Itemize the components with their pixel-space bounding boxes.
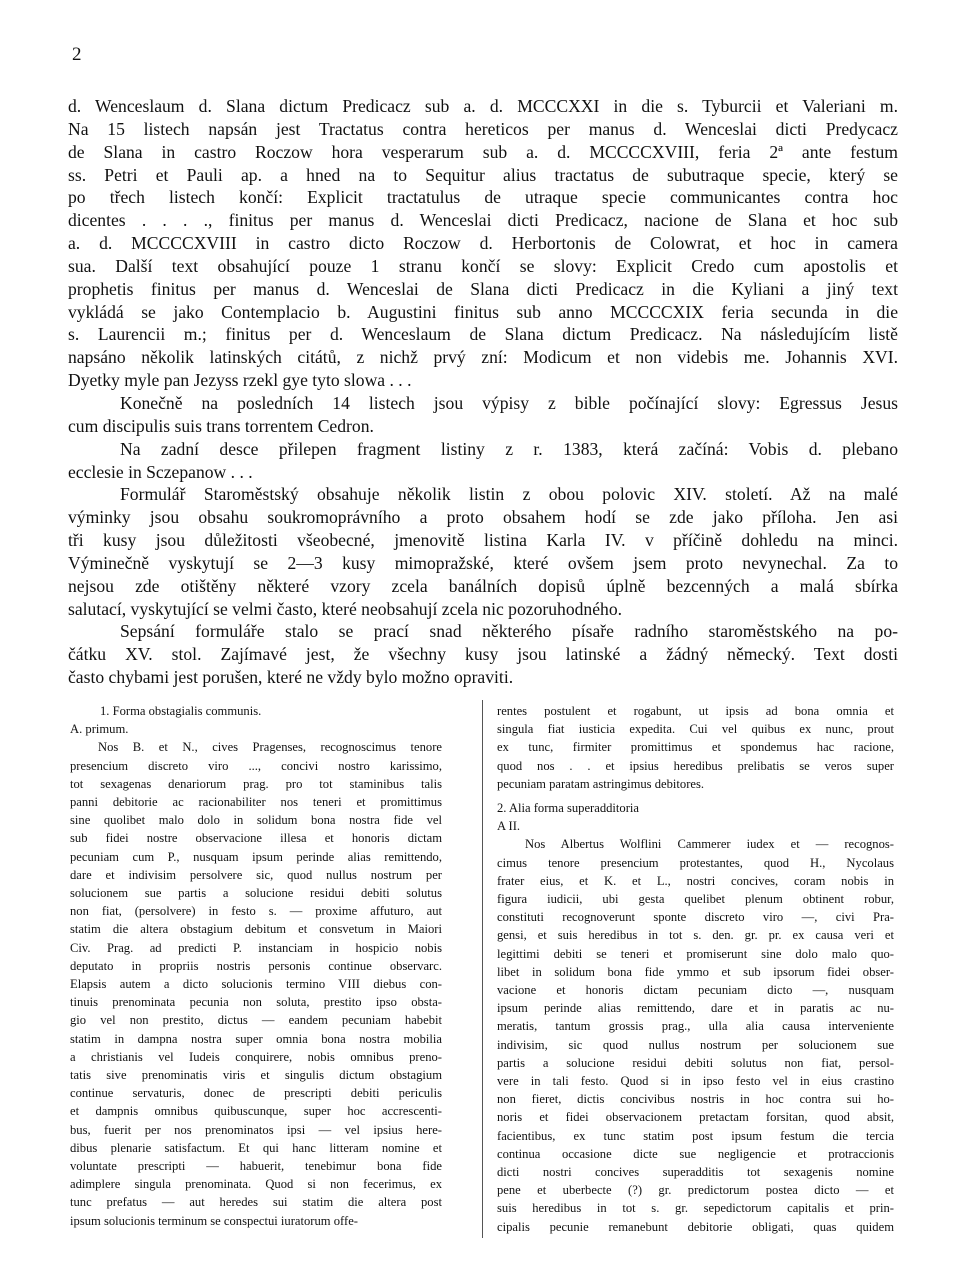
text-line: Na 15 listech napsán jest Tractatus contra hereticos per manus d. Wenceslai dicti Predycacz bbox=[68, 118, 898, 139]
text-line: ex tunc, firmiter promittimus et spondemus hac racione, bbox=[497, 740, 894, 755]
text-line: prophetis finitus per manus d. Wenceslai de Slana dicti Predicacz in die Kyliani a jiný text bbox=[68, 278, 898, 299]
paragraph bbox=[68, 438, 898, 484]
text-line: Elapsis autem a dicto solucionis termino VIII diebus con- bbox=[70, 977, 442, 992]
text-line: et dampnis omnibus quibuscunque, super hoc accrescenti- bbox=[70, 1104, 442, 1119]
text-line: vacione et honoris dictam pecuniam dicto —, nusquam bbox=[497, 983, 894, 998]
text-line: cum discipulis suis trans torrentem Cedron. bbox=[68, 415, 374, 436]
text-line: quod nos . . et ipsius heredibus prelibatis se veros super bbox=[497, 758, 894, 773]
text-line: continue servaturis, donec de prescripti debiti periculis bbox=[70, 1086, 442, 1101]
text-line: s. Laurencii m.; finitus per d. Wenceslaum de Slana dictum Predicacz. Na následujícím listě bbox=[68, 324, 898, 345]
text-line: vere in tali festo. Quod si in ipso festo vel in eius crastino bbox=[497, 1074, 894, 1089]
text-line: tunc prefatus — aut heredes sui statim die altera post bbox=[70, 1195, 442, 1210]
text-line: Civ. Prag. ad predicti P. instanciam in hospicio nobis bbox=[70, 940, 442, 955]
text-line: dicti nostri concives superadditis tot sexagenis nomine bbox=[497, 1165, 894, 1180]
text-line: legittimi debiti se teneri et promiserunt sine dolo malo quo- bbox=[497, 946, 894, 961]
section-subheading: A II. bbox=[497, 819, 521, 834]
text-line: ecclesie in Sczepanow . . . bbox=[68, 461, 253, 482]
text-line: tři kusy jsou důležitosti všeobecné, jmenovitě listina Karla IV. v příčině dohledu na minci. bbox=[68, 530, 898, 551]
paragraph bbox=[68, 95, 898, 392]
text-line: Výminečně vyskytují se 2—3 kusy mimopražské, které ovšem jsem proto nevynechal. Za to bbox=[68, 552, 898, 573]
text-line: dibus plenarie satisfactum. Et qui hanc litteram nomine et bbox=[70, 1140, 442, 1155]
text-line: panni debitorie ac racionabiliter nos teneri et promittimus bbox=[70, 795, 442, 810]
text-line: vykládá se jako Contemplacio b. Augustini finitus sub anno MCCCCXIX feria secunda in die bbox=[68, 301, 898, 322]
text-line: singula fiat iusticia expedita. Cui vel quibus ex nunc, prout bbox=[497, 722, 894, 737]
text-line: solucionem sue partis a solucione residui debiti solutus bbox=[70, 886, 442, 901]
text-line: cimus tenore presencium protestantes, quod H., Nycolaus bbox=[497, 855, 894, 870]
text-line: Formulář Staroměstský obsahuje několik listin z obou polovic XIV. století. Až na malé bbox=[120, 484, 898, 505]
text-line: tinuis prenominata pecunia non soluta, prestito ipso obsta- bbox=[70, 995, 442, 1010]
text-line: gio vel non prestito, dictus — eandem pecuniam habebit bbox=[70, 1013, 442, 1028]
text-line: constituti recognoverunt sponte discreto viro —, civi Pra- bbox=[497, 910, 894, 925]
text-line: a christianis vel Iudeis conquirere, nobis omnibus preno- bbox=[70, 1049, 442, 1064]
text-line: napsáno několik latinských citátů, z nichž prvý zní: Modicum et non videbis me. Johannis XVI. bbox=[68, 347, 898, 368]
text-line: tatis sive prenominatis viris et singulis dictum obstagium bbox=[70, 1068, 442, 1083]
section-heading: 1. Forma obstagialis communis. bbox=[100, 704, 262, 718]
text-line: non fieret, dictis concivibus nostris in hoc contra sui ho- bbox=[497, 1092, 894, 1107]
text-line: nejsou zde otištěny některé vzory zcela banálních dopisů úplně bezcenných a malá sbírka bbox=[68, 575, 898, 596]
text-line: často chybami jest porušen, které ne vždy bylo možno opraviti. bbox=[68, 667, 514, 688]
text-line: sine quolibet malo dolo in solidum bona nostra fide vel bbox=[70, 813, 442, 828]
main-text bbox=[68, 95, 898, 689]
text-line: bus, fuerit per nos prenominatos ipsi — vel ipsius here- bbox=[70, 1122, 442, 1137]
text-line: partis a solucione residui debiti solutus non fiat, persol- bbox=[497, 1055, 894, 1070]
text-line: a. d. MCCCCXVIII in castro dicto Roczow d. Herbortonis de Colowrat, et hoc in camera bbox=[68, 233, 898, 254]
text-line: voluntate prescripti — habuerit, tenebimur bona fide bbox=[70, 1159, 442, 1174]
text-line: frater eius, et K. et L., nostri concives, coram nobis in bbox=[497, 873, 894, 888]
text-line: ss. Petri et Pauli ap. a hned na to Sequitur alius tractatus de subutraque specie, který se bbox=[68, 164, 898, 185]
text-line: Dyetky myle pan Jezyss rzekl gye tyto slowa . . . bbox=[68, 370, 412, 391]
text-line: libet in solidum bona fide ymmo et sub ipsorum fidei obser- bbox=[497, 964, 894, 979]
paragraph bbox=[68, 620, 898, 689]
text-line: sub fidei nostre observacione illesa et honoris dictam bbox=[70, 831, 442, 846]
text-line: Sepsání formuláře stalo se prací snad některého písaře radního staroměstského na po- bbox=[120, 621, 898, 642]
text-line: výminky jsou obsahu soukromoprávního a proto obsahem hodí se zde jako příloha. Jen asi bbox=[68, 507, 898, 528]
text-line: pene et uberbecte (?) gr. predictorum postea dicto — et bbox=[497, 1183, 894, 1198]
text-line: d. Wenceslaum d. Slana dictum Predicacz sub a. d. MCCCXXI in die s. Tyburcii et Valeriani m. bbox=[68, 96, 898, 116]
text-line: presencium discreto viro ..., concivi nostro karissimo, bbox=[70, 758, 442, 773]
text-line: Nos Albertus Wolflini Cammerer iudex et — recognos- bbox=[525, 837, 894, 852]
text-line: meratis, tantum grossis prag., ulla alia causa interveniente bbox=[497, 1019, 894, 1034]
paragraph bbox=[68, 483, 898, 620]
text-line: suis heredibus in tot s. gr. sepedictorum capitalis et prin- bbox=[497, 1201, 894, 1216]
text-line: ipsum perinde alias remittendo, dare et in paratis ac nu- bbox=[497, 1001, 894, 1016]
section-subheading: A. primum. bbox=[70, 722, 129, 737]
text-line: Na zadní desce přilepen fragment listiny z r. 1383, která začíná: Vobis d. plebano bbox=[120, 438, 898, 459]
text-line: gensi, et suis heredibus in tot s. den. gr. pr. ex causa veri et bbox=[497, 928, 894, 943]
page-number: 2 bbox=[72, 44, 82, 65]
text-line: pecuniam cum P., nusquam ipsum perinde alias remittendo, bbox=[70, 849, 442, 864]
text-line: čátku XV. stol. Zajímavé jest, že všechny kusy jsou latinské a žádný německý. Text dosti bbox=[68, 644, 898, 665]
text-line: pecuniam paratam astringimus debitores. bbox=[497, 776, 705, 791]
text-line: ipsum solucionis terminum se conspectui iuratorum offe- bbox=[70, 1213, 358, 1228]
text-line: figura iudicii, ubi gesta quelibet plenum obtinent robur, bbox=[497, 892, 894, 907]
text-line: deputato in propriis nostris personis continue observarc. bbox=[70, 958, 442, 973]
text-line: statim in dampna nostra super omnia bona nostra mobilia bbox=[70, 1031, 442, 1046]
text-line: non fiat, (persolvere) in festo s. — proxime affuturo, aut bbox=[70, 904, 442, 919]
text-line: continua occasione dicte sue negligencie et protraccionis bbox=[497, 1146, 894, 1161]
text-line: facientibus, ex tunc statim post ipsum festum die tercia bbox=[497, 1128, 894, 1143]
text-line: dicentes . . . ., finitus per manus d. Wenceslai dicti Predicacz, nacione de Slana et hoc sub bbox=[68, 210, 898, 231]
text-line: indivisim, sic quod nullus nostrum per solucionem sue bbox=[497, 1037, 894, 1052]
text-line: salutací, vyskytující se velmi často, které neobsahují zcela nic pozoruhodného. bbox=[68, 598, 623, 619]
right-column bbox=[497, 702, 894, 1236]
text-line: tot sexagenas denariorum prag. pro tot staminibus talis bbox=[70, 776, 442, 791]
text-line: noris et fidei observacionem pretactam forsitan, quod absit, bbox=[497, 1110, 894, 1125]
text-line: de Slana in castro Roczow hora vesperarum sub a. d. MCCCCXVIII, feria 2ª ante festum bbox=[68, 141, 898, 162]
column-divider bbox=[482, 700, 483, 1238]
text-line: adimplere singula prenominata. Quod si non fecerimus, ex bbox=[70, 1177, 442, 1192]
text-line: Konečně na posledních 14 listech jsou výpisy z bible počínající slovy: Egressus Jesus bbox=[120, 392, 898, 413]
text-line: rentes postulent et rogabunt, ut ipsis ad bona omnia et bbox=[497, 704, 894, 718]
text-line: dare et indivisim persolvere sic, quod nullus nostrum per bbox=[70, 867, 442, 882]
text-line: Nos B. et N., cives Pragenses, recognoscimus tenore bbox=[98, 740, 442, 755]
text-line: po třech listech končí: Explicit tractatulus de utraque specie communicantes contra hoc bbox=[68, 187, 898, 208]
text-line: cipalis pecunie remanebunt debitorie obligati, quas quidem bbox=[497, 1219, 894, 1234]
text-line: statim die altera obstagium debitum et consvetum in Maiori bbox=[70, 922, 442, 937]
left-column bbox=[70, 702, 442, 1230]
paragraph bbox=[68, 392, 898, 438]
section-heading: 2. Alia forma superadditoria bbox=[497, 801, 639, 816]
text-line: sua. Další text obsahující pouze 1 stranu končí se slovy: Explicit Credo cum apostolis et bbox=[68, 255, 898, 276]
